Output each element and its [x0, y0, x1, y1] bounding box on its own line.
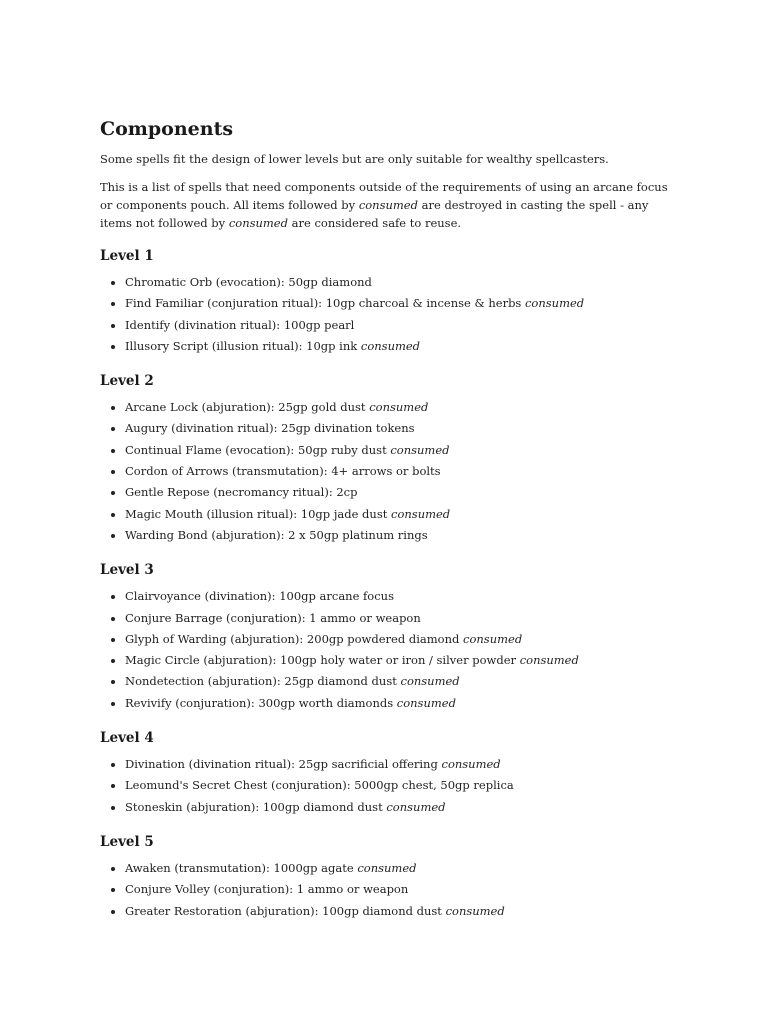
consumed-note: consumed	[396, 695, 456, 710]
spell-text: Glyph of Warding (abjuration): 200gp powdered diamond	[125, 631, 464, 646]
consumed-note: consumed	[400, 674, 460, 689]
list-item	[100, 858, 680, 879]
bullet-icon	[111, 513, 115, 517]
bullet-icon	[111, 406, 115, 410]
spell-text: Gentle Repose (necromancy ritual): 2cp	[125, 485, 358, 500]
description-text: This is a list of spells that need components outside of the requirements of using an arcane focus or components pouch. All items followed by	[100, 180, 668, 212]
intro-paragraph: Some spells fit the design of lower levels but are only suitable for wealthy spellcasters.	[100, 152, 609, 166]
spell-list	[100, 586, 680, 714]
list-item	[100, 693, 680, 714]
list-item	[100, 440, 680, 461]
consumed-note: consumed	[369, 400, 429, 415]
level-heading: Level 3	[100, 562, 154, 579]
bullet-icon	[111, 638, 115, 642]
list-item	[100, 293, 680, 314]
bullet-icon	[111, 595, 115, 599]
bullet-icon	[111, 427, 115, 431]
list-item	[100, 775, 680, 796]
bullet-icon	[111, 281, 115, 285]
spell-text: Leomund's Secret Chest (conjuration): 5000gp chest, 50gp replica	[125, 778, 514, 793]
document-page	[100, 112, 680, 922]
list-item	[100, 608, 680, 629]
spell-levels	[100, 244, 680, 922]
level-heading: Level 5	[100, 833, 154, 850]
level-heading: Level 2	[100, 373, 154, 390]
bullet-icon	[111, 617, 115, 621]
spell-text: Arcane Lock (abjuration): 25gp gold dust	[125, 400, 370, 415]
bullet-icon	[111, 867, 115, 871]
bullet-icon	[111, 491, 115, 495]
list-item	[100, 272, 680, 293]
level-heading: Level 4	[100, 730, 154, 747]
spell-text: Chromatic Orb (evocation): 50gp diamond	[125, 275, 372, 289]
bullet-icon	[111, 345, 115, 349]
level-heading: Level 1	[100, 248, 154, 264]
bullet-icon	[111, 702, 115, 706]
consumed-note: consumed	[357, 860, 417, 875]
list-item	[100, 525, 680, 546]
bullet-icon	[111, 806, 115, 810]
bullet-icon	[111, 910, 115, 914]
bullet-icon	[111, 470, 115, 474]
spell-text: Conjure Barrage (conjuration): 1 ammo or weapon	[125, 610, 421, 625]
spell-text: Magic Circle (abjuration): 100gp holy water or iron / silver powder	[125, 653, 520, 668]
list-item	[100, 797, 680, 818]
list-item	[100, 754, 680, 775]
spell-list	[100, 397, 680, 546]
consumed-note: consumed	[391, 506, 451, 521]
consumed-note: consumed	[519, 653, 579, 668]
bullet-icon	[111, 680, 115, 684]
consumed-term: consumed	[358, 198, 418, 212]
list-item	[100, 461, 680, 482]
spell-text: Conjure Volley (conjuration): 1 ammo or weapon	[125, 882, 409, 897]
spell-text: Clairvoyance (divination): 100gp arcane focus	[125, 589, 394, 604]
list-item	[100, 418, 680, 439]
list-item	[100, 504, 680, 525]
spell-text: Magic Mouth (illusion ritual): 10gp jade dust	[125, 506, 392, 521]
spell-text: Continual Flame (evocation): 50gp ruby dust	[125, 442, 391, 457]
list-item	[100, 901, 680, 922]
spell-text: Revivify (conjuration): 300gp worth diamonds	[125, 695, 397, 710]
list-item	[100, 879, 680, 900]
spell-text: Illusory Script (illusion ritual): 10gp ink	[125, 338, 361, 353]
bullet-icon	[111, 302, 115, 306]
consumed-note: consumed	[445, 903, 505, 918]
spell-text: Find Familiar (conjuration ritual): 10gp charcoal & incense & herbs	[125, 296, 525, 311]
page-title: Components	[100, 118, 234, 140]
list-item	[100, 629, 680, 650]
list-item	[100, 650, 680, 671]
consumed-note: consumed	[390, 442, 450, 457]
consumed-term: consumed	[228, 216, 288, 230]
spell-list	[100, 272, 680, 357]
spell-text: Identify (divination ritual): 100gp pearl	[125, 317, 355, 332]
bullet-icon	[111, 888, 115, 892]
list-item	[100, 397, 680, 418]
spell-text: Augury (divination ritual): 25gp divination tokens	[125, 421, 415, 436]
spell-text: Cordon of Arrows (transmutation): 4+ arrows or bolts	[125, 464, 441, 479]
list-item	[100, 586, 680, 607]
consumed-note: consumed	[441, 757, 501, 772]
spell-text: Nondetection (abjuration): 25gp diamond dust	[125, 674, 401, 689]
bullet-icon	[111, 784, 115, 788]
consumed-note: consumed	[524, 296, 585, 311]
list-item	[100, 671, 680, 692]
consumed-note: consumed	[386, 799, 446, 814]
spell-text: Divination (divination ritual): 25gp sacrificial offering	[125, 757, 442, 772]
list-item	[100, 482, 680, 503]
bullet-icon	[111, 534, 115, 538]
spell-text: Greater Restoration (abjuration): 100gp diamond dust	[125, 903, 446, 918]
description-text: are destroyed in casting the spell - any items not followed by	[100, 198, 649, 230]
description-text: are considered safe to reuse.	[287, 216, 462, 230]
spell-list	[100, 858, 680, 922]
list-item	[100, 336, 680, 357]
bullet-icon	[111, 763, 115, 767]
spell-list	[100, 754, 680, 818]
description-paragraph	[100, 178, 680, 232]
spell-text: Stoneskin (abjuration): 100gp diamond dust	[125, 799, 387, 814]
bullet-icon	[111, 324, 115, 328]
bullet-icon	[111, 449, 115, 453]
consumed-note: consumed	[463, 631, 523, 646]
spell-text: Awaken (transmutation): 1000gp agate	[125, 860, 358, 875]
list-item	[100, 315, 680, 336]
spell-text: Warding Bond (abjuration): 2 x 50gp platinum rings	[125, 527, 428, 542]
consumed-note: consumed	[360, 338, 421, 353]
bullet-icon	[111, 659, 115, 663]
